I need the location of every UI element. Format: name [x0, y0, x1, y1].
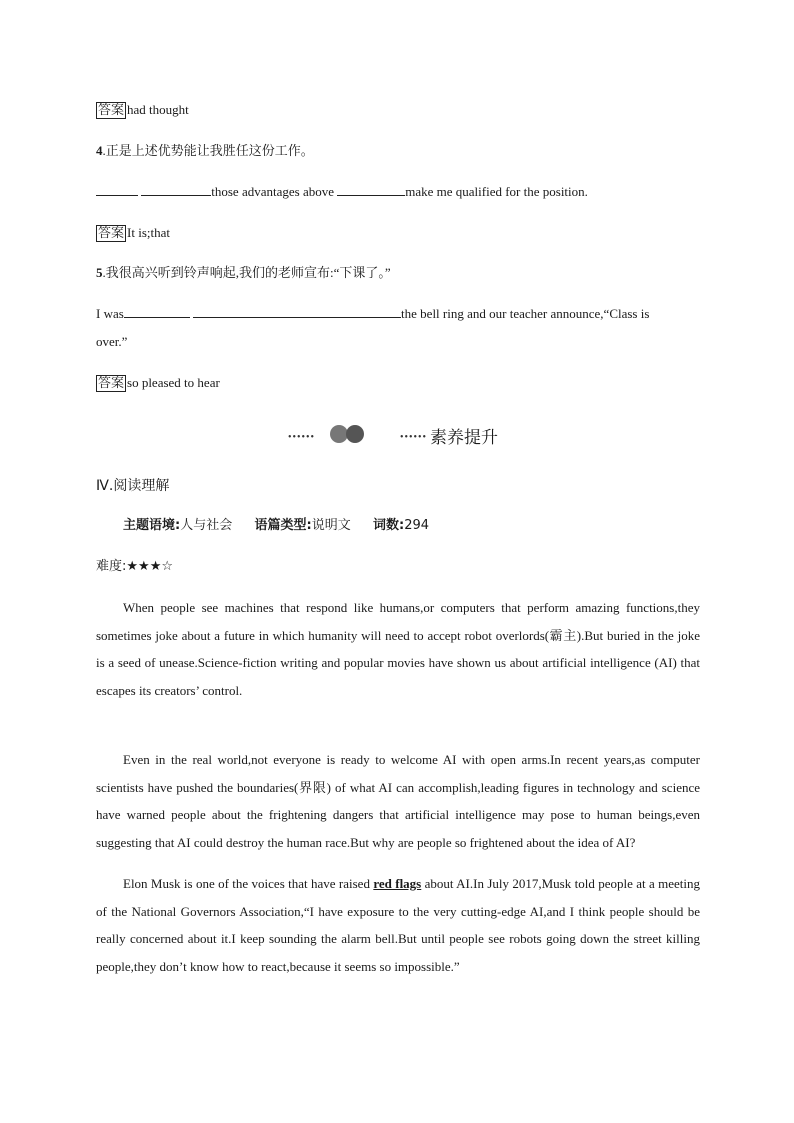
paragraph-text	[96, 870, 700, 980]
q5-number: 5	[96, 265, 103, 280]
difficulty-line	[96, 558, 173, 576]
section-divider	[190, 421, 520, 447]
answer-tag: 答案	[98, 226, 125, 241]
words-label: 词数:	[373, 518, 405, 533]
q4-answer-line	[96, 224, 170, 242]
passage-paragraph-1	[96, 594, 700, 704]
q3-answer-line	[96, 101, 189, 119]
q5-text-lead: I was	[96, 306, 124, 321]
difficulty-stars: ★★★☆	[126, 559, 174, 574]
q4-answer-text: It is;that	[127, 225, 170, 240]
q5-prompt	[96, 264, 391, 282]
q5-sentence-1	[96, 305, 649, 323]
highlight-red-flags: red flags	[373, 876, 422, 891]
answer-tag: 答案	[98, 103, 125, 118]
q4-text-a: those advantages above	[211, 184, 338, 199]
q4-text-b: make me qualified for the position.	[405, 184, 588, 199]
q5-blank-2[interactable]	[193, 305, 401, 318]
q5-answer-line	[96, 374, 220, 392]
theme-label: 主题语境:	[123, 518, 181, 533]
theme-value: 人与社会	[180, 518, 233, 533]
q5-answer-text: so pleased to hear	[127, 375, 220, 390]
paragraph-text: Even in the real world,not everyone is ready to welcome AI with open arms.In recent years,as computer scientists have pushed the boundaries(界限) of what AI can accomplish,leading figures in technology and science have warned people about the frightening dangers that artificial intelligence may pose to human beings,even suggesting that AI could destroy the human race.But why are people so frightened about the idea of AI?	[96, 752, 700, 850]
circle-icon	[346, 425, 364, 443]
passage-meta	[123, 517, 429, 535]
q4-prompt-text: .正是上述优势能让我胜任这份工作。	[102, 143, 314, 158]
difficulty-label: 难度:	[96, 559, 127, 574]
q4-blank-3[interactable]	[337, 183, 405, 196]
q5-blank-1[interactable]	[124, 305, 190, 318]
passage-paragraph-3	[96, 870, 700, 980]
paragraph-text: When people see machines that respond like humans,or computers that perform amazing functions,they sometimes joke about a future in which humanity will need to accept robot overlords(霸主).But buried in the joke is a seed of unease.Science-fiction writing and popular movies have shown us about artificial intelligence (AI) that escapes its creators’ control.	[96, 600, 700, 698]
q4-number: 4	[96, 143, 103, 158]
answer-tag: 答案	[98, 376, 125, 391]
q5-sentence-2	[96, 333, 127, 351]
section-title: Ⅳ.阅读理解	[96, 478, 170, 494]
passage-paragraph-2	[96, 746, 700, 856]
q4-sentence	[96, 183, 588, 201]
paragraph-3-after: about AI.In July 2017,Musk told people at a meeting of the National Governors Association,“I have exposure to the very cutting-edge AI,and I think people should be really concerned about it.I keep sounding the alarm bell.But until people see robots going down the street killing people,they don’t know how to react,because it seems so impossible.”	[96, 876, 700, 974]
q4-prompt	[96, 142, 314, 160]
q5-text-a: the bell ring and our teacher announce,“Class is	[401, 306, 650, 321]
q3-answer-text: had thought	[127, 102, 189, 117]
words-value: 294	[404, 518, 430, 533]
q4-blank-1[interactable]	[96, 183, 138, 196]
genre-value: 说明文	[311, 518, 351, 533]
genre-label: 语篇类型:	[254, 518, 312, 533]
q4-blank-2[interactable]	[141, 183, 211, 196]
q5-text-b: over.”	[96, 334, 128, 349]
dots-right: ••••••	[400, 432, 428, 443]
paragraph-3-before: Elon Musk is one of the voices that have raised	[123, 876, 374, 891]
q5-prompt-text: .我很高兴听到铃声响起,我们的老师宣布:“下课了。”	[102, 265, 391, 280]
dots-left: ••••••	[288, 432, 316, 443]
divider-title: 素养提升	[430, 428, 498, 448]
